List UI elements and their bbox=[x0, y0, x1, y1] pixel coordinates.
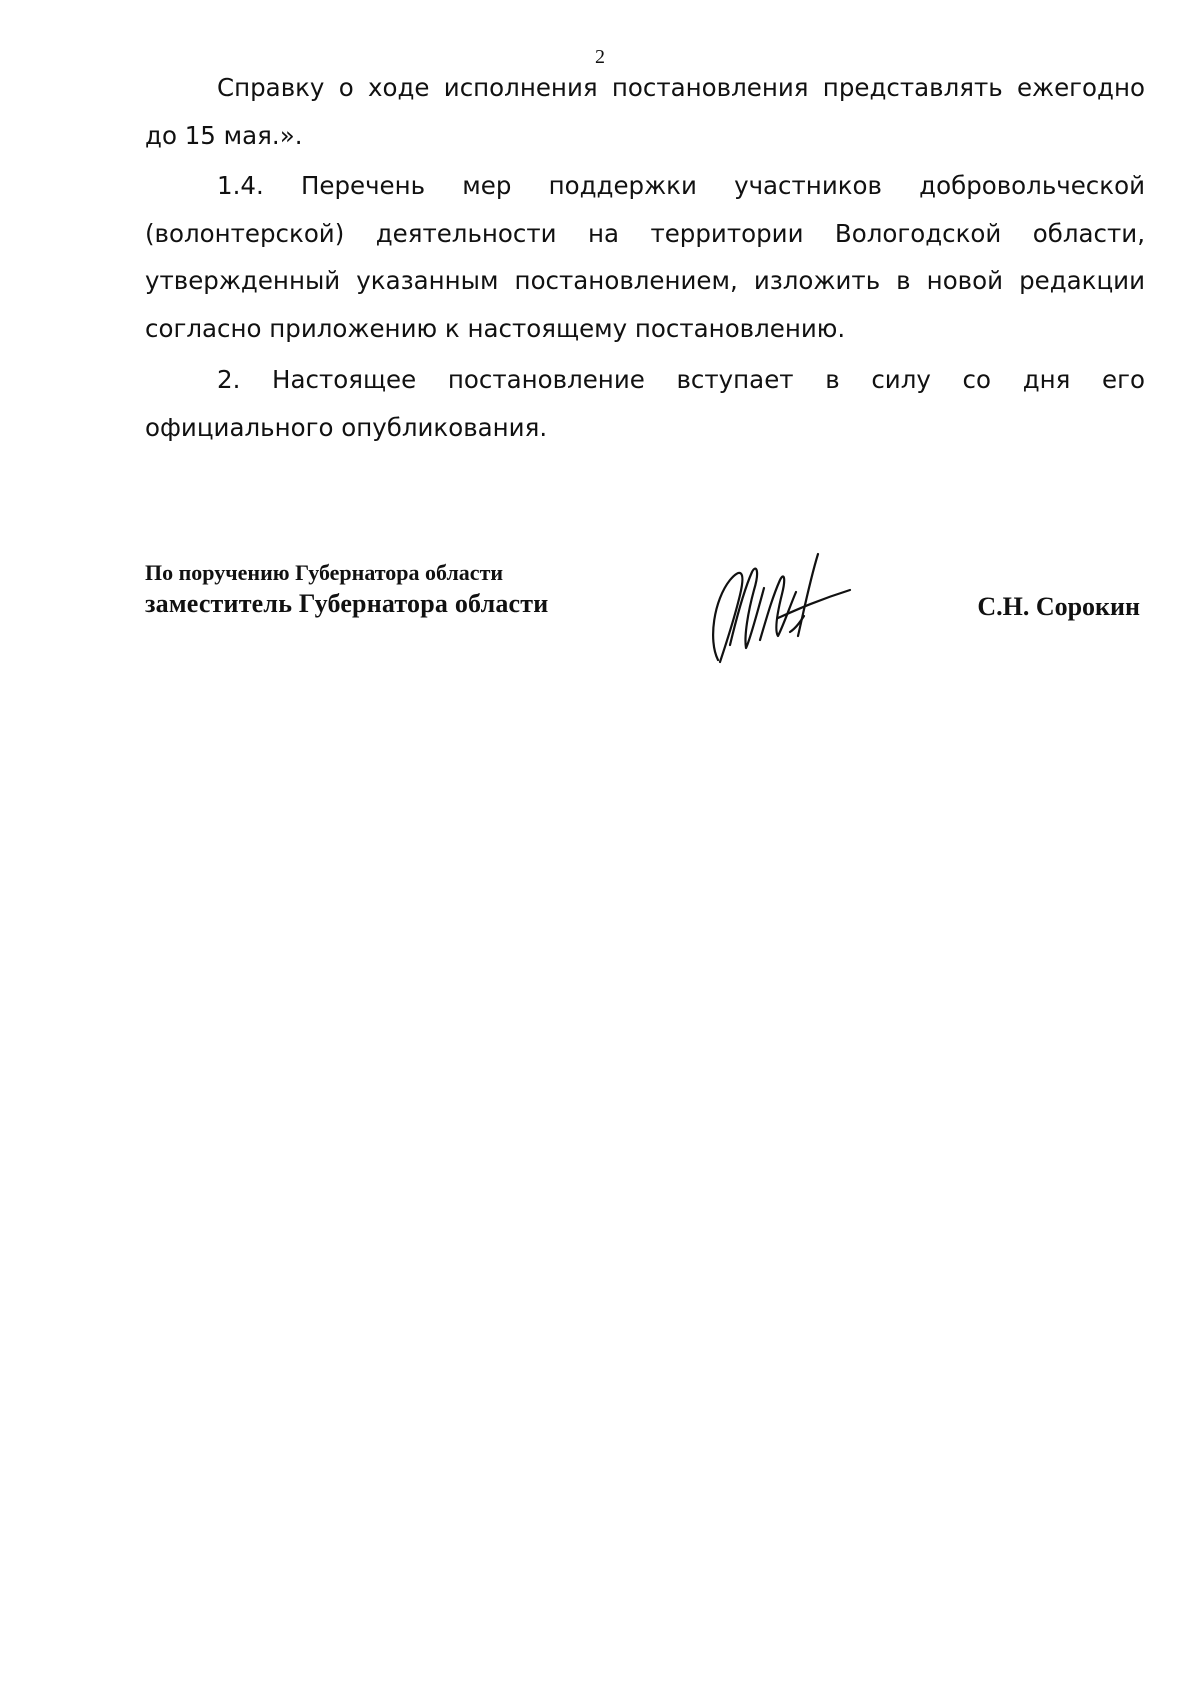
page-number: 2 bbox=[595, 46, 605, 68]
paragraph-item-1-4: 1.4. Перечень мер поддержки участников добровольческой (волонтерской) деятельности на территории Вологодской области, утвержденный указанным постановлением, изложить в новой редакции согласно приложению к настоящему постановлению. bbox=[145, 171, 1145, 343]
signatory-name: С.Н. Сорокин bbox=[977, 592, 1140, 621]
signatory-position-line: заместитель Губернатора области bbox=[145, 589, 549, 618]
handwritten-signature-icon bbox=[700, 540, 860, 680]
signatory-authority-line: По поручению Губернатора области bbox=[145, 560, 504, 585]
paragraph-report-deadline: Справку о ходе исполнения постановления представлять ежегодно до 15 мая.». bbox=[145, 73, 1145, 150]
paragraph-item-2: 2. Настоящее постановление вступает в силу со дня его официального опубликования. bbox=[145, 365, 1145, 442]
document-body bbox=[145, 64, 1145, 451]
signatory-title bbox=[145, 559, 745, 621]
